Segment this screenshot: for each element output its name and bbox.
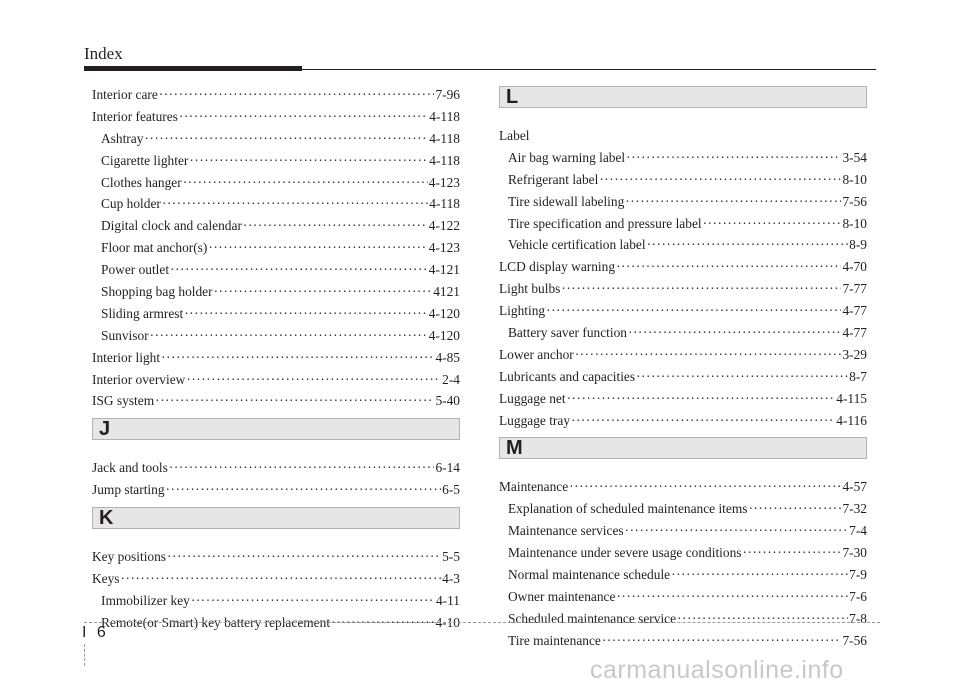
index-entry-page: 7-77 [842,281,867,297]
dot-leader [602,630,842,652]
dot-leader [626,147,841,169]
index-entry-page: 4-121 [428,262,460,278]
index-entry [92,369,460,391]
index-entry [92,237,460,259]
index-entry-term: Maintenance under severe usage conditions [508,545,742,561]
index-entry [499,147,867,169]
index-entry-term: Jack and tools [92,460,168,476]
index-entry-page: 4-3 [442,571,460,587]
index-entry [499,322,867,344]
index-list-j [92,457,460,501]
index-entry-page: 4-57 [842,479,867,495]
header-rule-thick [84,66,302,71]
index-entry [499,476,867,498]
dot-leader [184,303,428,325]
index-entry-term: Remote(or Smart) key battery replacement [101,614,331,630]
index-entry-term: Cup holder [101,196,161,212]
index-entry-term: Luggage net [499,390,566,406]
dot-leader [191,590,435,612]
section-letter-l: L [506,86,519,108]
dot-leader [677,608,848,630]
index-entry-page: 6-5 [442,482,460,498]
index-entry [92,150,460,172]
index-entry-term: Luggage tray [499,412,571,428]
index-entry [499,388,867,410]
index-entry-page: 8-10 [842,215,867,231]
index-entry-page: 4-120 [428,305,460,321]
section-letter-k: K [99,507,114,530]
index-entry-page: 4-70 [842,259,867,275]
index-entry-term: Tire maintenance [508,632,601,648]
dot-leader [628,322,841,344]
index-entry [499,234,867,256]
index-entry-page: 7-56 [842,193,867,209]
index-entry [92,590,460,612]
index-entry-term: Power outlet [101,262,170,278]
index-column-left [92,84,460,634]
index-entry [92,325,460,347]
dot-leader [243,215,428,237]
index-entry-term: Digital clock and calendar [101,218,242,234]
index-entry [92,479,460,501]
dot-leader [561,278,841,300]
dot-leader [625,191,841,213]
index-entry [92,106,460,128]
index-entry-term: Floor mat anchor(s) [101,240,208,256]
index-entry-term: Tire sidewall labeling [508,193,625,209]
index-entry-term: Maintenance services [508,523,624,539]
index-entry-term: Cigarette lighter [101,152,189,168]
index-list-l [499,125,867,431]
index-entry-page: 7-8 [849,610,867,626]
index-entry-page: 4-123 [428,174,460,190]
index-list-k [92,546,460,634]
index-entry-page: 5-5 [442,549,460,565]
index-entry [499,498,867,520]
index-entry-term: LCD display warning [499,259,616,275]
dot-leader [161,347,434,369]
header-rule-thin [302,69,876,70]
dot-leader [616,256,841,278]
index-entry [92,457,460,479]
section-letter-m: M [506,437,523,460]
dot-leader [575,344,842,366]
index-entry [499,278,867,300]
dot-leader [599,169,841,191]
index-entry [499,366,867,388]
section-header-k [92,507,460,529]
index-entry-term: Clothes hanger [101,174,182,190]
index-entry-term: ISG system [92,393,155,409]
dot-leader [569,476,841,498]
index-entry-term: Maintenance [499,479,569,495]
footer-page-number [82,624,106,642]
dot-leader [546,300,841,322]
index-entry-page: 4-77 [842,303,867,319]
index-entry-page: 4-11 [435,592,460,608]
index-entry-page: 8-7 [849,368,867,384]
dot-leader [155,390,434,412]
index-entry [499,191,867,213]
index-entry-term: Light bulbs [499,281,561,297]
index-entry-term: Refrigerant label [508,171,599,187]
index-entry [499,344,867,366]
index-entry-page: 4121 [433,284,460,300]
index-entry-term: Explanation of scheduled maintenance items [508,501,748,517]
index-entry-page: 7-96 [435,87,460,102]
index-entry [499,169,867,191]
index-entry-page: 5-40 [435,393,460,409]
index-column-right [499,84,867,652]
index-entry [92,215,460,237]
dot-leader [121,568,442,590]
dot-leader [703,213,842,235]
index-entry [92,546,460,568]
dot-leader [189,150,428,172]
index-entry-page: 6-14 [435,460,460,476]
index-entry-page: 7-56 [842,632,867,648]
index-entry-page: 4-118 [429,152,460,168]
dot-leader [170,259,428,281]
dot-leader [162,193,428,215]
watermark: carmanualsonline.info [590,656,844,684]
footer-section: I [82,624,87,641]
index-entry-term: Label [499,128,530,143]
index-entry [499,586,867,608]
index-entry-page: 4-120 [428,327,460,343]
index-entry-term: Scheduled maintenance service [508,610,677,626]
footer-page: 6 [96,624,106,641]
index-entry-term: Key positions [92,549,167,565]
index-list-m [499,476,867,651]
index-entry-page: 4-85 [435,349,460,365]
index-entry [92,568,460,590]
dot-leader [166,479,442,501]
index-entry [499,256,867,278]
index-entry-page: 8-10 [842,171,867,187]
dot-leader [159,84,435,106]
index-entry [92,84,460,106]
dot-leader [616,586,848,608]
index-entry-term: Lubricants and capacities [499,368,636,384]
index-entry [92,281,460,303]
index-entry [499,520,867,542]
index-entry [92,128,460,150]
dot-leader [169,457,435,479]
dot-leader [183,172,428,194]
index-entry-page: 4-77 [842,325,867,341]
index-entry-page: 7-4 [849,523,867,539]
index-entry-term: Sliding armrest [101,305,184,321]
index-entry-term: Interior overview [92,371,186,387]
dot-leader [748,498,841,520]
index-entry [499,542,867,564]
index-entry-term: Tire specification and pressure label [508,215,702,231]
section-header-l [499,86,867,108]
dot-leader [179,106,428,128]
index-entry-page: 4-118 [429,130,460,146]
dot-leader [208,237,427,259]
index-entry-term: Ashtray [101,130,144,146]
index-entry-term: Keys [92,571,120,587]
index-entry [92,390,460,412]
index-entry-term: Immobilizer key [101,592,190,608]
page-header-title: Index [84,44,123,63]
index-entry-page: 2-4 [442,371,460,387]
index-entry [499,300,867,322]
index-entry-page: 3-29 [842,346,867,362]
index-entry-page: 4-118 [429,196,460,212]
footer-divider [84,622,880,623]
index-entry-page: 4-116 [836,412,867,428]
index-entry-page: 7-32 [842,501,867,517]
dot-leader [150,325,428,347]
index-entry [92,259,460,281]
dot-leader [571,410,835,432]
index-entry-page: 7-6 [849,588,867,604]
index-entry-page: 4-115 [836,390,867,406]
dot-leader [647,234,849,256]
index-entry [499,630,867,652]
index-entry-term: Jump starting [92,482,165,498]
dot-leader [167,546,441,568]
index-entry-page: 7-30 [842,545,867,561]
index-entry [499,410,867,432]
section-letter-j: J [99,418,111,441]
dot-leader [671,564,848,586]
index-entry-term: Sunvisor [101,327,149,343]
dot-leader [636,366,848,388]
dot-leader [567,388,836,410]
index-entry [499,213,867,235]
index-entry-page: 4-10 [435,614,460,630]
index-entry-term: Interior light [92,349,161,365]
dot-leader [144,128,428,150]
index-entry [92,172,460,194]
index-entry-term: Shopping bag holder [101,284,213,300]
index-entry-term: Normal maintenance schedule [508,567,671,583]
index-entry-page: 4-122 [428,218,460,234]
index-entry [499,125,867,147]
dot-leader [743,542,842,564]
index-entry [92,347,460,369]
index-entry-page: 4-118 [429,108,460,124]
index-entry-term: Lighting [499,303,546,319]
footer-vertical-divider [84,644,85,666]
index-entry-term: Interior features [92,108,178,124]
dot-leader [214,281,433,303]
index-entry [499,564,867,586]
dot-leader [186,369,441,391]
index-entry [499,608,867,630]
section-header-j [92,418,460,440]
index-entry-term: Air bag warning label [508,149,626,165]
index-entry [92,193,460,215]
dot-leader [625,520,849,542]
index-entry-page: 7-9 [849,567,867,583]
index-list-block1 [92,84,460,412]
section-header-m [499,437,867,459]
index-entry-term: Lower anchor [499,346,574,362]
index-entry-term: Interior care [92,87,158,102]
index-entry-page: 3-54 [842,149,867,165]
index-entry-term: Vehicle certification label [508,237,646,253]
index-entry-term: Battery saver function [508,325,627,341]
index-entry [92,303,460,325]
index-entry-term: Owner maintenance [508,588,616,604]
index-entry-page: 4-123 [428,240,460,256]
index-entry-page: 8-9 [849,237,867,253]
